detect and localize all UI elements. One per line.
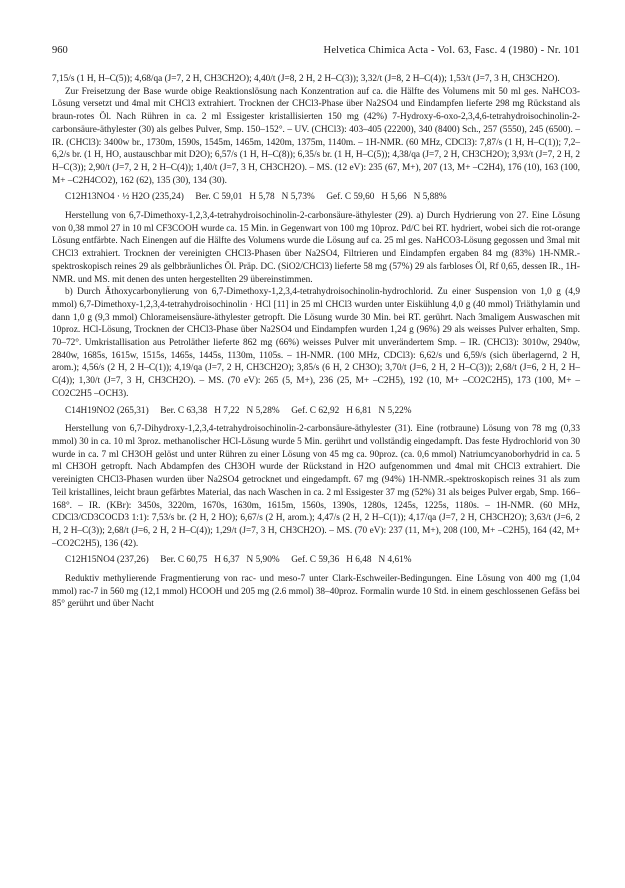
paragraph-fragmentation: Reduktiv methylierende Fragmentierung von rac- und meso-7 unter Clark-Eschweiler-Bedingungen. Eine Lösung von 400 mg (1,04 mmol) rac-7 in 560 mg (12,1 mmol) HCOOH und 205 mg (2.6 mmol) 38–40proz. Formalin wurde 10 Std. in einem geschlossenen Gefäss bei 85° gerührt und über Nacht [52, 574, 580, 610]
article-body [52, 73, 580, 611]
nmr-data-continuation: 7,15/s (1 H, H–C(5)); 4,68/qa (J=7, 2 H, CH3CH2O); 4,40/t (J=8, 2 H, 2 H–C(3)); 3,32/t (J=8, 2 H–C(4)); 1,53/t (J=7, 3 H, CH3CH2O). [52, 74, 560, 84]
paragraph-compound-30: Zur Freisetzung der Base wurde obige Reaktionslösung nach Konzentration auf ca. die Hälfte des Volumens mit 50 ml ges. NaHCO3-Lösung versetzt und 4mal mit CHCl3 extrahiert. Trocknen der CHCl3-Phase über Na2SO4 und Eindampfen lieferte 298 mg Rückstand als braun-rotes Öl. Nach Rühren in ca. 2 ml Essigester kristallisierten 150 mg (42%) 7-Hydroxy-6-oxo-2,3,4,6-tetrahydroisochinolin-2-carbonsäure-äthylester (30) als gelbes Pulver, Smp. 150–152°. – UV. (CHCl3): 403–405 (22200), 340 (8400) Sch., 257 (5550), 245 (6500). – IR. (CHCl3): 3400w br., 1730m, 1590s, 1545m, 1465m, 1420m, 1375m, 1140m. – 1H-NMR. (60 MHz, CDCl3): 7,87/s (1 H, H–C(1)); 7,2–6,2/s br. (1 H, HO, austauschbar mit D2O); 6,57/s (1 H, H–C(8)); 6,35/s br. (1 H, H–C(5)); 4,38/qa (J=7, 2 H, CH3CH2O); 3,93/t (J=7, 2 H, 2 H–C(3)); 2,90/t (J=7, 2 H, 2 H–C(4)); 1,40/t (J=7, 3 H, CH3CH2O). – MS. (12 eV): 235 (67, M+), 207 (13, M+ –C2H4), 176 (10), 163 (100, M+ –C2H4CO2), 162 (62), 135 (30), 134 (30). [52, 86, 580, 186]
journal-title: Helvetica Chimica Acta - Vol. 63, Fasc. 4 (1980) - Nr. 101 [323, 45, 580, 56]
paragraph-compound-31: Herstellung von 6,7-Dihydroxy-1,2,3,4-tetrahydroisochinolin-2-carbonsäure-äthylester (31). Eine (rotbraune) Lösung von 78 mg (0,33 mmol) 30 in ca. 10 ml 3proz. methanolischer HCl-Lösung wurde 5 Min. gerührt und vollständig eingedampft. Das feste Hydrochlorid von 30 wurde in ca. 7 ml CH3OH gelöst und unter Rühren zu einer Lösung von 45 mg ca. 90proz. (ca. 0,6 mmol) Natriumcyanoborhydrid in ca. 5 ml CH3OH getropft. Nach Abdampfen des CH3OH wurde der Rückstand in H2O aufgenommen und 4mal mit CHCl3 extrahiert. Die vereinigten CHCl3-Phasen wurden über Na2SO4 getrocknet und eingedampft. 67 mg (94%) 1H-NMR.-spektroskopisch reines 31 als zum Teil kristallines, leicht braun gefärbtes Material, das nach Waschen in ca. 2 ml Essigester 37 mg (52%) 31 als beiges Pulver ergab, Smp. 166–168°. – IR. (KBr): 3450s, 3220m, 1670s, 1630m, 1615m, 1560s, 1390s, 1280s, 1245s, 1225s, 1180s. – 1H-NMR. (60 MHz, CDCl3/CD3COCD3 1:1): 7,53/s br. (2 H, 2 HO); 6,67/s (2 H, arom.); 4,47/s (2 H, 2 H–C(1)); 4,17/qa (J=7, 2 H, CH3CH2O); 3,63/t (J=6, 2 H, 2 H–C(3)); 2,68/t (J=6, 2 H, 2 H–C(4)); 1,29/t (J=7, 3 H, CH3CH2O). – MS. (70 eV): 237 (11, M+), 208 (100, M+ –C2H5), 164 (42, M+ –CO2C2H5), 136 (42). [52, 424, 580, 549]
elemental-analysis-31: C12H15NO4 (237,26) Ber. C 60,75 H 6,37 N 5,90% Gef. C 59,36 H 6,48 N 4,61% [65, 555, 412, 566]
paragraph-compound-29-a: Herstellung von 6,7-Dimethoxy-1,2,3,4-tetrahydroisochinolin-2-carbonsäure-äthylester (29). a) Durch Hydrierung von 27. Eine Lösung von 0,38 mmol 27 in 10 ml CF3COOH wurde ca. 15 Min. in Gegenwart von 100 mg 10proz. Pd/C bei RT. hydriert, wobei sich die rot-orange Lösung entfärbte. Nach Einengen auf die Hälfte des Volumens wurde die Lösung auf ca. 25 ml ges. NaHCO3-Lösung gegossen und 3mal mit CHCl3 extrahiert. Trocknen der vereinigten CHCl3-Phasen über Na2SO4, Filtrieren und Eindampfen ergaben 84 mg (83%) 1H-NMR.-spektroskopisch reines 29 als gelbbräunliches Öl. Präp. DC. (SiO2/CHCl3) lieferte 58 mg (57%) 29 als farbloses Öl, Rf 0,65, dessen IR., 1H-NMR. und MS. mit denen des unten hergestellten 29 übereinstimmen. [52, 211, 580, 285]
paragraph-compound-29-b: b) Durch Äthoxycarbonylierung von 6,7-Dimethoxy-1,2,3,4-tetrahydroisochinolin-hydrochlorid. Zu einer Suspension von 1,0 g (4,9 mmol) 6,7-Dimethoxy-1,2,3,4-tetrahydroisochinolin · HCl [11] in 25 ml CHCl3 wurden unter Eiskühlung 4,0 g (40 mmol) Triäthylamin und dann 1,0 g (9,3 mmol) Chlorameisensäure-äthylester getropft. Die Lösung wurde 30 Min. bei RT. gerührt. Nach 3maligem Auswaschen mit 10proz. HCl-Lösung, Trocknen der CHCl3-Phase über Na2SO4 und Eindampfen wurden 1,24 g (96%) 29 als weisses Pulver erhalten, Smp. 70–72°. Umkristallisation aus Petroläther lieferte 862 mg (66%) weisses Pulver mit unverändertem Smp. – IR. (CHCl3): 3010w, 2940w, 2840w, 1685s, 1615w, 1515s, 1465s, 1445s, 1130m, 1105s. – 1H-NMR. (100 MHz, CDCl3): 6,62/s und 6,59/s (sich überlagernd, 2 H, arom.); 4,56/s (2 H, 2 H–C(1)); 4,19/qa (J=7, 2 H, CH3CH2O); 3,85/s (6 H, 2 CH3O); 3,70/t (J=6, 2 H, 2 H–C(3)); 2,68/t (J=6, 2 H, 2 H–C(4)); 1,30/t (J=7, 3 H, CH3CH2O). – MS. (70 eV): 265 (5, M+), 236 (25, M+ –C2H5), 192 (10, M+ –CO2C2H5), 173 (100, M+ –CO2C2H5 –OCH3). [52, 287, 580, 399]
elemental-analysis-29: C14H19NO2 (265,31) Ber. C 63,38 H 7,22 N 5,28% Gef. C 62,92 H 6,81 N 5,22% [65, 405, 412, 416]
running-header [52, 45, 580, 59]
elemental-analysis-30: C12H13NO4 · ½ H2O (235,24) Ber. C 59,01 H 5,78 N 5,73% Gef. C 59,60 H 5,66 N 5,88% [65, 192, 447, 203]
page-number: 960 [52, 45, 68, 56]
